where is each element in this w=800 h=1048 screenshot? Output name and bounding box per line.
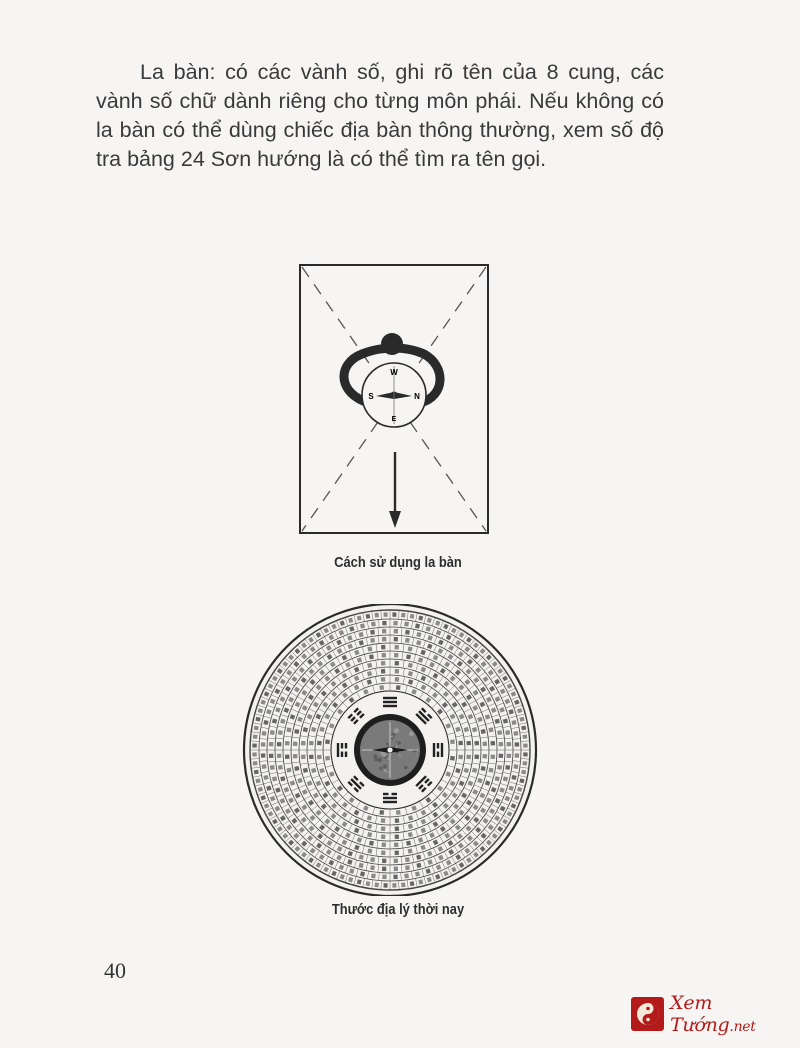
compass-letter-left: S xyxy=(368,392,374,401)
trigram-line xyxy=(383,705,397,707)
trigram-line xyxy=(337,743,339,757)
trigram-line xyxy=(437,752,439,758)
compass-letter-top: W xyxy=(390,368,398,377)
watermark-brand: Xem Tướng xyxy=(670,992,730,1036)
trigram-line xyxy=(345,743,347,749)
watermark-text xyxy=(670,992,800,1036)
ring-knob xyxy=(381,333,403,355)
figure2-caption: Thước địa lý thời nay xyxy=(331,901,465,918)
trigram-line xyxy=(433,743,435,757)
trigram-line xyxy=(392,793,398,795)
trigram-line xyxy=(441,743,443,757)
watermark-suffix: .net xyxy=(729,1019,756,1035)
trigram-line xyxy=(383,697,397,699)
body-paragraph: La bàn: có các vành số, ghi rõ tên của 8 cung, các vành số chữ dành riêng cho từng môn phái. Nếu không có la bàn có thể dùng chiếc địa bàn thông thường, xem số độ tra bảng 24 Sơn hướng là có thể tìm ra tên gọi. xyxy=(96,60,664,171)
yin-yang-icon xyxy=(631,997,664,1031)
trigram-line xyxy=(383,801,397,803)
trigram-line xyxy=(437,743,439,749)
compass-letter-bottom: E xyxy=(391,416,397,423)
figure1-caption: Cách sử dụng la bàn xyxy=(334,554,462,571)
luopan-compass-diagram xyxy=(240,604,540,896)
trigram-line xyxy=(341,743,343,749)
trigram-line xyxy=(383,797,397,799)
watermark xyxy=(631,992,800,1036)
page-number: 40 xyxy=(104,958,126,983)
trigram-line xyxy=(345,752,347,758)
trigram-line xyxy=(383,793,389,795)
trigram-line xyxy=(341,752,343,758)
trigram-line xyxy=(383,701,397,703)
center-pin xyxy=(387,747,393,753)
compass-letter-right: N xyxy=(414,392,420,401)
compass-usage-diagram xyxy=(296,262,492,542)
